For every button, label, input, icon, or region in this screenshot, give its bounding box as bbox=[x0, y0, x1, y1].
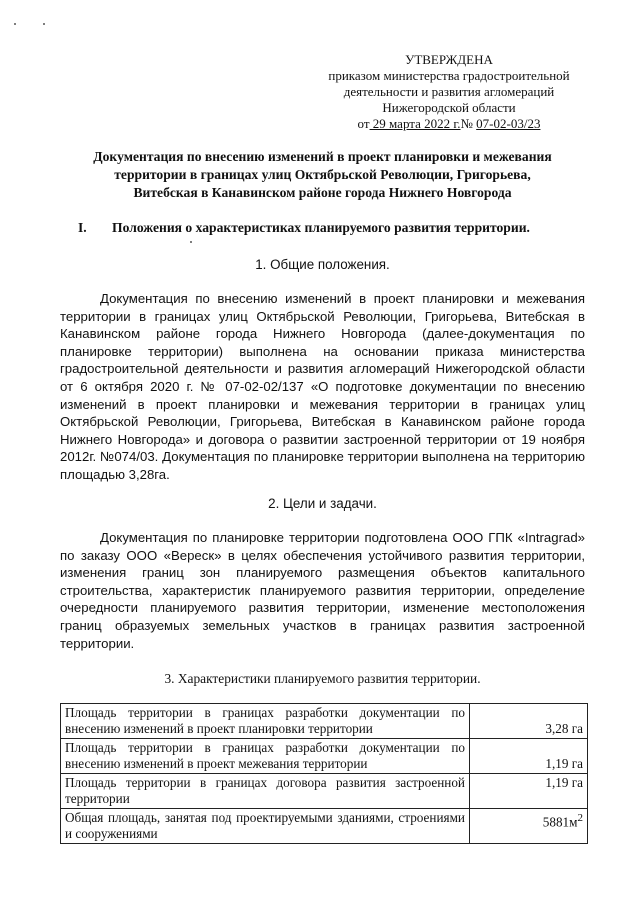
table-cell-label: Площадь территории в границах разработки документации по внесению изменений в проект планировки территории bbox=[61, 704, 470, 739]
paragraph-goals: Документация по планировке территории подготовлена ООО ГПК «Intragrad» по заказу ООО «Вереск» в целях обеспечения устойчивого развития территории, изменения границ зон планируемого размещения объектов капитального строительства, характеристик планируемого развития территории, определение очередности планируемого развития территории, изменение местоположения границ образуемых земельных участков в границах развития застроенной территории. bbox=[60, 530, 585, 651]
subsection-3-title: 3. Характеристики планируемого развития территории. bbox=[164, 671, 481, 686]
area-value: 5881м bbox=[542, 814, 578, 830]
table-cell-value: 3,28 га bbox=[470, 704, 588, 739]
paragraph-general: Документация по внесению изменений в проект планировки и межевания территории в границах улиц Октябрьской Революции, Григорьева, Витебская в Канавинском районе города Нижнего Новгорода (далее-документация по планировке территории) выполнена на основании приказа министерства градостроительной деятельности и развития агломераций Нижегородской области от 6 октября 2020 г. № 07-02-02/137 «О подготовке документации по внесению изменений в проект планировки и межевания территории в границах улиц Октябрьской Революции, Григорьева, Витебская в Канавинском районе города Нижнего Новгорода» и договора о развитии застроенной территории от 19 ноября 2012г. №074/03. Документация по планировке территории выполнена на территорию площадью 3,28га. bbox=[60, 291, 585, 482]
table-row bbox=[61, 704, 588, 739]
section-number: I. bbox=[78, 220, 87, 235]
title-line-1: Документация по внесению изменений в проект планировки и межевания bbox=[93, 149, 552, 164]
approval-date-prefix: от bbox=[357, 116, 370, 131]
section-title: Положения о характеристиках планируемого развития территории. bbox=[112, 220, 530, 235]
approval-line-2: деятельности и развития агломераций bbox=[343, 84, 555, 99]
title-line-2: территории в границах улиц Октябрьской Революции, Григорьева, bbox=[114, 167, 531, 182]
table-row bbox=[61, 774, 588, 809]
table-cell-label: Общая площадь, занятая под проектируемыми зданиями, строениями и сооружениями bbox=[61, 809, 470, 844]
approval-line-3: Нижегородской области bbox=[382, 100, 516, 115]
table-row bbox=[61, 739, 588, 774]
subsection-2-title: 2. Цели и задачи. bbox=[268, 496, 377, 511]
area-unit-exponent: 2 bbox=[577, 812, 583, 824]
table-row bbox=[61, 809, 588, 844]
approval-date: 29 марта 2022 г. bbox=[369, 116, 461, 131]
characteristics-table bbox=[60, 703, 588, 844]
table-cell-label: Площадь территории в границах договора развития застроенной территории bbox=[61, 774, 470, 809]
table-cell-value bbox=[470, 809, 588, 844]
table-cell-value: 1,19 га bbox=[470, 774, 588, 809]
approval-block bbox=[318, 52, 580, 132]
scan-speck bbox=[43, 23, 45, 25]
scan-speck bbox=[14, 23, 16, 25]
table-cell-value: 1,19 га bbox=[470, 739, 588, 774]
approval-date-line bbox=[318, 116, 580, 132]
approval-number: 07-02-03/23 bbox=[476, 116, 541, 131]
scan-speck bbox=[190, 241, 192, 243]
approval-line-1: приказом министерства градостроительной bbox=[328, 68, 570, 83]
document-title bbox=[60, 148, 585, 202]
subsection-1-title: 1. Общие положения. bbox=[255, 257, 390, 272]
table-cell-label: Площадь территории в границах разработки документации по внесению изменений в проект межевания территории bbox=[61, 739, 470, 774]
approval-status: УТВЕРЖДЕНА bbox=[405, 52, 493, 67]
title-line-3: Витебская в Канавинском районе города Нижнего Новгорода bbox=[133, 185, 512, 200]
section-heading bbox=[60, 219, 600, 237]
approval-number-prefix: № bbox=[460, 116, 477, 131]
